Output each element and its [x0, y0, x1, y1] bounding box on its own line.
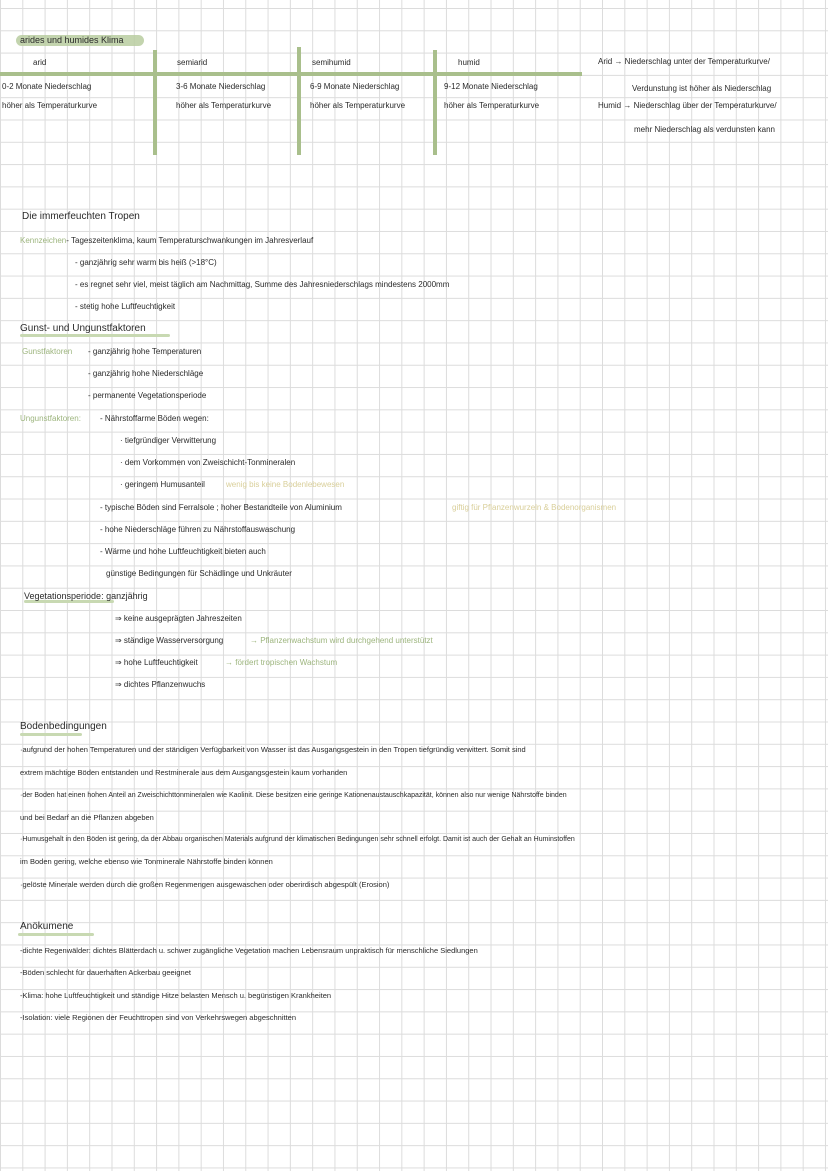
- anoekumene-line: -Isolation: viele Regionen der Feuchttropen sind von Verkehrswegen abgeschnitten: [20, 1013, 297, 1022]
- boden-line: ·der Boden hat einen hohen Anteil an Zweischichttonmineralen wie Kaolinit. Diese besitzen eine geringe Kationenaustauschkapazität, können also nur wenige Nährstoffe binden: [20, 792, 567, 799]
- boden-line: extrem mächtige Böden entstanden und Restminerale aus dem Ausgangsgestein kaum vorhanden: [20, 768, 348, 777]
- heading-underline: [20, 334, 170, 337]
- ungunst-item: - Wärme und hohe Luftfeuchtigkeit bieten auch: [100, 547, 266, 556]
- boden-line: im Boden gering, welche ebenso wie Tonminerale Nährstoffe binden können: [20, 857, 273, 866]
- gunst-item: - ganzjährig hohe Niederschläge: [88, 369, 204, 378]
- humus-note: wenig bis keine Bodenlebewesen: [226, 480, 345, 489]
- ungunst-item: - typische Böden sind Ferralsole ; hoher Bestandteile von Aluminium: [100, 503, 342, 512]
- bullet: - ganzjährig sehr warm bis heiß (>18°C): [75, 258, 217, 267]
- ungunst-item: - Nährstoffarme Böden wegen:: [100, 414, 209, 423]
- boden-line: ·aufgrund der hohen Temperaturen und der ständigen Verfügbarkeit von Wasser ist das Ausgangsgestein in den Tropen tiefgründig verwittert. Somit sind: [20, 745, 526, 754]
- gunst-item: - ganzjährig hohe Temperaturen: [88, 347, 202, 356]
- table-cell: höher als Temperaturkurve: [444, 101, 540, 110]
- vegetation-label: Vegetationsperiode: [24, 591, 102, 601]
- boden-line: und bei Bedarf an die Pflanzen abgeben: [20, 813, 154, 822]
- ungunst-item: günstige Bedingungen für Schädlinge und Unkräuter: [106, 569, 292, 578]
- vegetation-heading: [24, 591, 148, 601]
- ungunst-sub: · tiefgründiger Verwitterung: [120, 436, 217, 445]
- kennzeichen-label: [20, 236, 313, 246]
- column-divider: [433, 50, 437, 155]
- heading-underline: [20, 733, 82, 736]
- boden-line: ·gelöste Minerale werden durch die großen Regenmengen ausgewaschen oder oberirdisch abgespült (Erosion): [20, 880, 390, 889]
- note-arid: Arid → Niederschlag unter der Temperaturkurve/: [598, 57, 770, 66]
- kennzeichen-text: - Tageszeitenklima, kaum Temperaturschwankungen im Jahresverlauf: [66, 236, 314, 245]
- aluminium-note: giftig für Pflanzenwurzeln & Bodenorganismen: [452, 503, 617, 512]
- ungunst-item: - hohe Niederschläge führen zu Nährstoffauswaschung: [100, 525, 296, 534]
- column-divider: [153, 50, 157, 155]
- bullet: - stetig hohe Luftfeuchtigkeit: [75, 302, 176, 311]
- anoekumene-line: -Böden schlecht für dauerhaften Ackerbau geeignet: [20, 968, 191, 977]
- vegetation-item: ⇒ hohe Luftfeuchtigkeit: [115, 658, 198, 667]
- luft-note: → fördert tropischen Wachstum: [225, 658, 338, 667]
- anoekumene-line: -Klima: hohe Luftfeuchtigkeit und ständige Hitze belasten Mensch u. begünstigen Krankheiten: [20, 991, 332, 1000]
- note-humid: Humid → Niederschlag über der Temperaturkurve/: [598, 101, 777, 110]
- ungunst-sub: · dem Vorkommen von Zweischicht-Tonmineralen: [120, 458, 296, 467]
- col-header-humid: humid: [458, 58, 480, 67]
- wasser-note: → Pflanzenwachstum wird durchgehend unterstützt: [250, 636, 433, 645]
- gunst-label: Gunstfaktoren: [22, 347, 73, 356]
- table-cell: 0-2 Monate Niederschlag: [2, 82, 92, 91]
- section-title-faktoren: Gunst- und Ungunstfaktoren: [20, 323, 146, 334]
- ungunst-label: Ungunstfaktoren:: [20, 414, 81, 423]
- section-title-anoekumene: Anökumene: [20, 921, 74, 932]
- bullet: - es regnet sehr viel, meist täglich am Nachmittag, Summe des Jahresniederschlags mindestens 2000mm: [75, 280, 450, 289]
- heading-underline: [18, 933, 94, 936]
- table-cell: höher als Temperaturkurve: [176, 101, 272, 110]
- note-humid-cont: mehr Niederschlag als verdunsten kann: [634, 125, 775, 134]
- vegetation-value: : ganzjährig: [101, 591, 148, 601]
- boden-line: ·Humusgehalt in den Böden ist gering, da der Abbau organischen Materials aufgrund der klimatischen Bedingungen sehr schnell erfolgt. Damit ist auch der Gehalt an Huminstoffen: [20, 836, 575, 843]
- vegetation-item: ⇒ dichtes Pflanzenwuchs: [115, 680, 206, 689]
- table-cell: höher als Temperaturkurve: [2, 101, 98, 110]
- col-header-arid: arid: [33, 58, 47, 67]
- table-title: arides und humides Klima: [20, 35, 124, 45]
- col-header-semihumid: semihumid: [312, 58, 351, 67]
- vegetation-item: ⇒ ständige Wasserversorgung: [115, 636, 224, 645]
- table-cell: 3-6 Monate Niederschlag: [176, 82, 266, 91]
- column-divider: [297, 47, 301, 155]
- ungunst-sub: · geringem Humusanteil: [120, 480, 205, 489]
- table-header-divider: [0, 72, 582, 76]
- kennzeichen-label-text: Kennzeichen: [20, 236, 67, 245]
- note-arid-cont: Verdunstung ist höher als Niederschlag: [632, 84, 772, 93]
- table-cell: 9-12 Monate Niederschlag: [444, 82, 538, 91]
- vegetation-item: ⇒ keine ausgeprägten Jahreszeiten: [115, 614, 242, 623]
- gunst-item: - permanente Vegetationsperiode: [88, 391, 207, 400]
- section-title-boden: Bodenbedingungen: [20, 721, 107, 732]
- col-header-semiarid: semiarid: [177, 58, 208, 67]
- table-cell: 6-9 Monate Niederschlag: [310, 82, 400, 91]
- table-cell: höher als Temperaturkurve: [310, 101, 406, 110]
- anoekumene-line: -dichte Regenwälder: dichtes Blätterdach u. schwer zugängliche Vegetation machen Lebensraum unpraktisch für menschliche Siedlungen: [20, 946, 478, 955]
- section-title-tropen: Die immerfeuchten Tropen: [22, 211, 140, 222]
